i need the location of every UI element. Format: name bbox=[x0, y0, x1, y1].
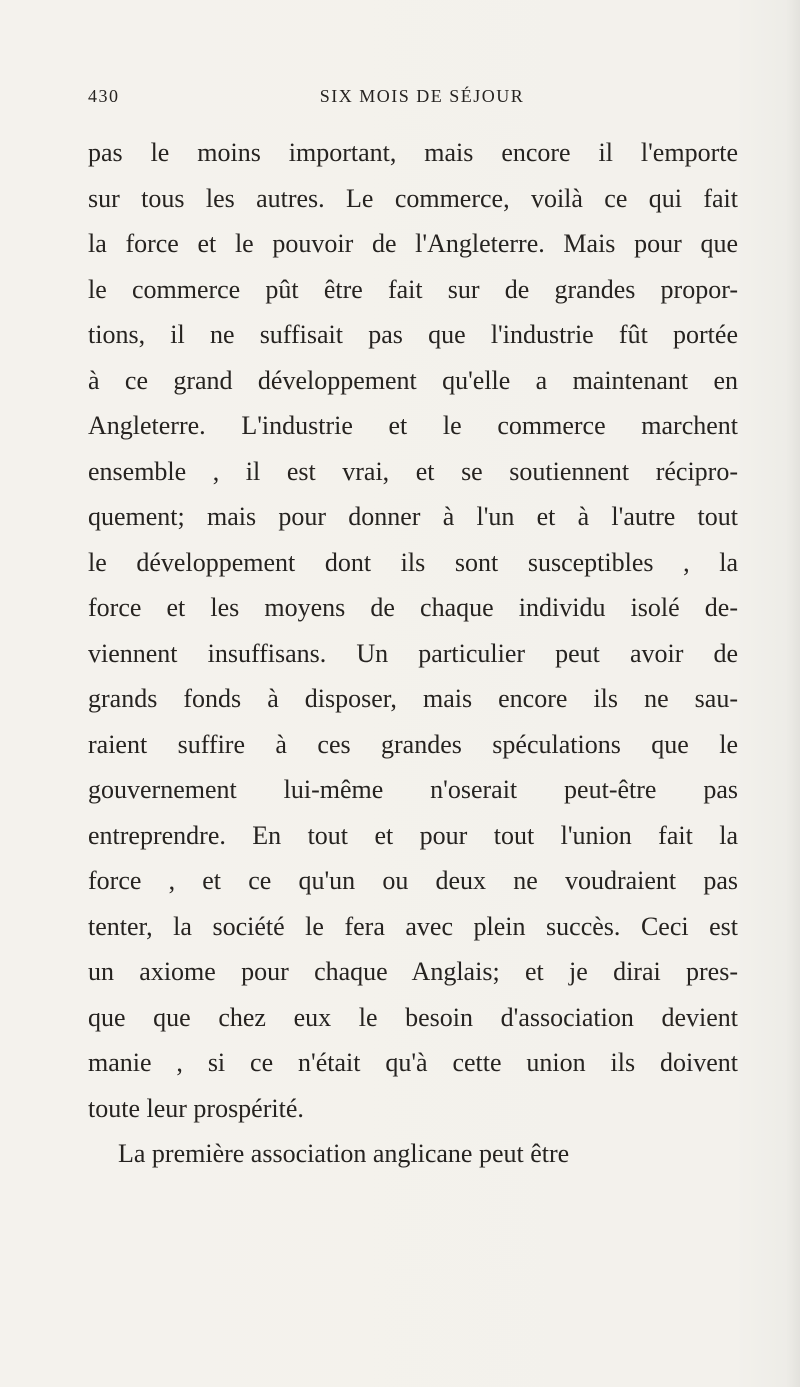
text-line: entreprendre. En tout et pour tout l'union fait la bbox=[88, 820, 738, 850]
page-header bbox=[88, 86, 732, 114]
text-line: la force et le pouvoir de l'Angleterre. Mais pour que bbox=[88, 229, 738, 258]
text-line: Angleterre. L'industrie et le commerce marchent bbox=[88, 411, 738, 440]
text-line: quement; mais pour donner à l'un et à l'autre tout bbox=[88, 502, 738, 531]
text-line: le commerce pût être fait sur de grandes propor- bbox=[88, 274, 738, 304]
text-line: gouvernement lui-même n'oserait peut-être pas bbox=[88, 775, 738, 804]
text-line: ensemble , il est vrai, et se soutiennent récipro- bbox=[88, 456, 738, 486]
text-line: sur tous les autres. Le commerce, voilà ce qui fait bbox=[88, 183, 738, 213]
text-line: le développement dont ils sont susceptibles , la bbox=[88, 547, 738, 577]
body-text bbox=[88, 130, 738, 1177]
text-line: force , et ce qu'un ou deux ne voudraient pas bbox=[88, 866, 738, 895]
page-edge-shadow bbox=[786, 0, 800, 1387]
text-line: force et les moyens de chaque individu isolé de- bbox=[88, 593, 738, 622]
text-line: raient suffire à ces grandes spéculations que le bbox=[88, 729, 738, 759]
text-line: manie , si ce n'était qu'à cette union ils doivent bbox=[88, 1048, 738, 1077]
running-title: SIX MOIS DE SÉJOUR bbox=[319, 86, 525, 106]
text-line: tenter, la société le fera avec plein succès. Ceci est bbox=[88, 911, 738, 941]
text-line: grands fonds à disposer, mais encore ils ne sau- bbox=[88, 684, 738, 713]
paragraph-start-line: La première association anglicane peut être bbox=[118, 1139, 570, 1168]
text-line: que que chez eux le besoin d'association devient bbox=[88, 1002, 738, 1032]
text-line: un axiome pour chaque Anglais; et je dirai pres- bbox=[88, 957, 738, 986]
text-line: pas le moins important, mais encore il l'emporte bbox=[88, 138, 738, 167]
page-number: 430 bbox=[88, 86, 120, 106]
paragraph-end-line: toute leur prospérité. bbox=[88, 1093, 304, 1123]
text-line: viennent insuffisans. Un particulier peut avoir de bbox=[88, 638, 738, 668]
text-line: tions, il ne suffisait pas que l'industrie fût portée bbox=[88, 320, 738, 349]
text-line: à ce grand développement qu'elle a maintenant en bbox=[88, 365, 738, 395]
